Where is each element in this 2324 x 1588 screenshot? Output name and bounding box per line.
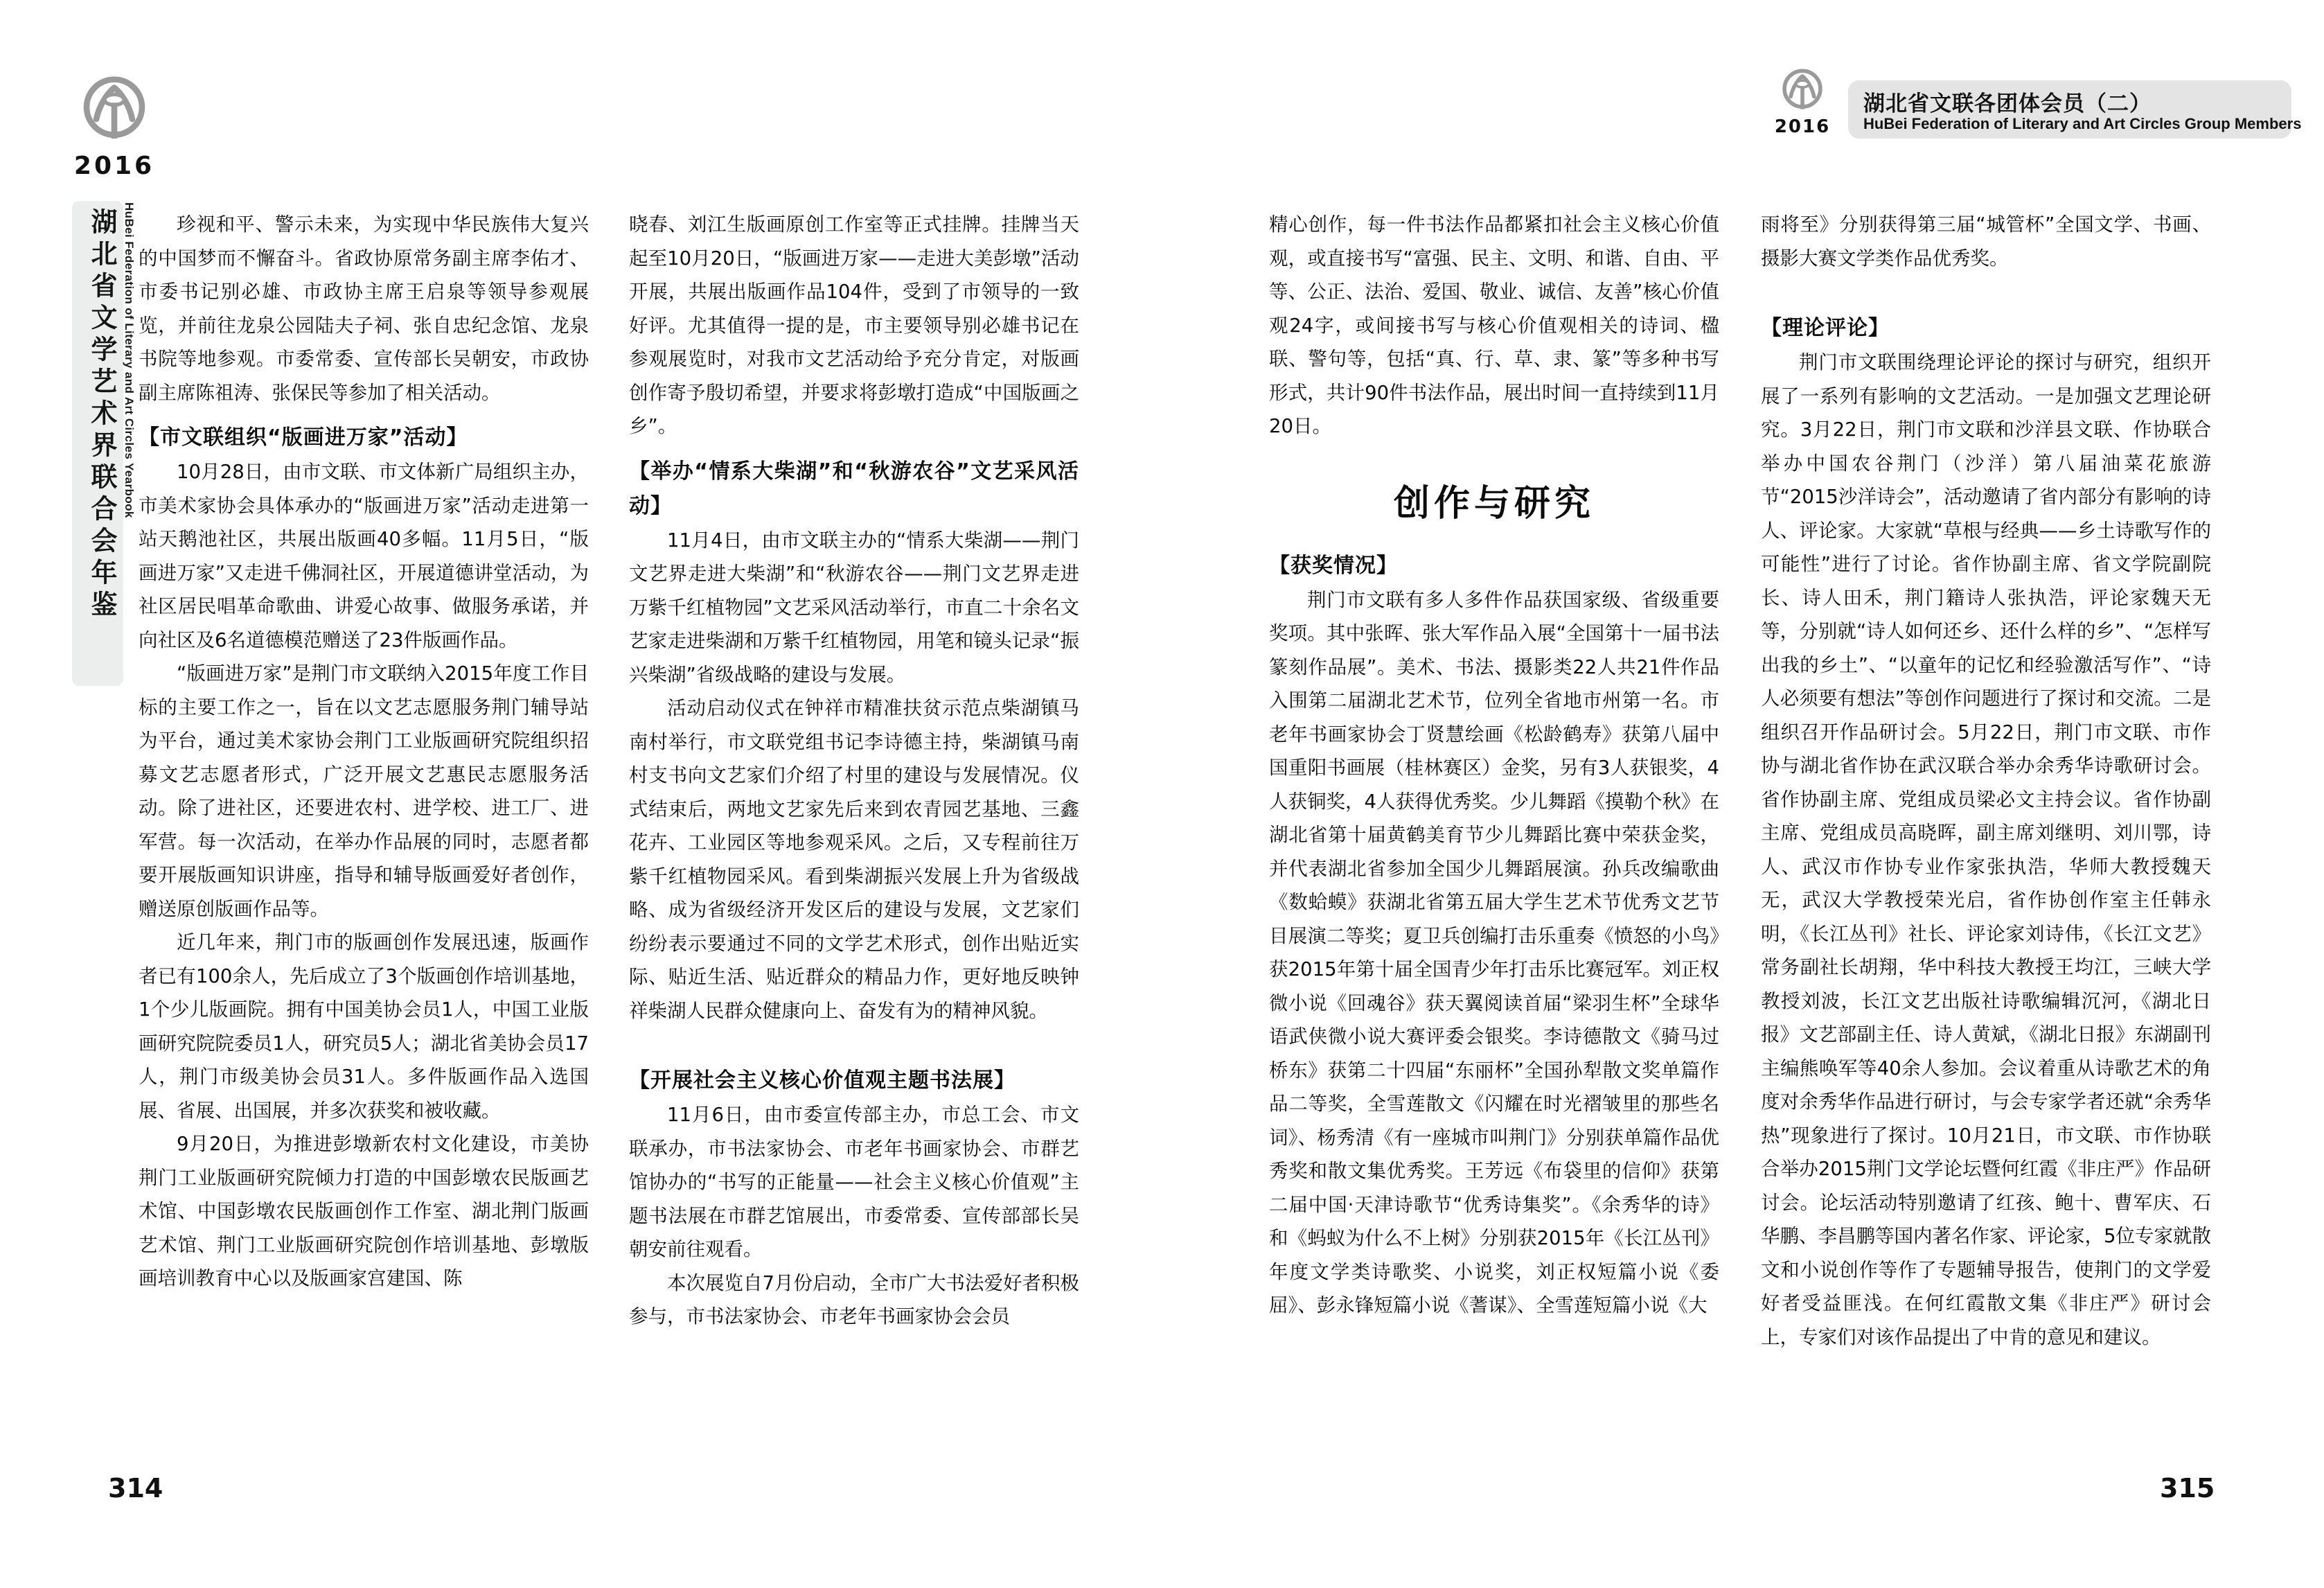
paragraph: 珍视和平、警示未来，为实现中华民族伟大复兴的中国梦而不懈奋斗。省政协原常务副主席李佑才、市委书记别必雄、市政协主席王启泉等领导参观展览，并前往龙泉公园陆夫子祠、张自忠纪念馆、龙泉书院等地参观。市委常委、宣传部长吴朝安，市政协副主席陈祖涛、张保民等参加了相关活动。	[139, 213, 589, 404]
spine-title-en: HuBei Federation of Literary and Art Circles Yearbook	[123, 202, 136, 518]
federation-emblem-icon	[77, 73, 152, 148]
paragraph: 11月6日，由市委宣传部主办，市总工会、市文联承办，市书法家协会、市老年书画家协会、市群艺馆协办的“书写的正能量——社会主义核心价值观”主题书法展在市群艺馆展出，市委常委、宣传部部长吴朝安前往观看。	[629, 1104, 1079, 1260]
header-title-cn: 湖北省文联各团体会员（二）	[1863, 91, 2152, 116]
logo-year-label: 2016	[73, 152, 155, 180]
section-heading: 【理论评论】	[1761, 316, 1890, 340]
header-logo-block	[1771, 67, 1834, 137]
page-number-right: 315	[2160, 1473, 2215, 1503]
spine-title-cn: 湖北省文学艺术界联合会年鉴	[87, 208, 117, 622]
paragraph: 10月28日，由市文联、市文体新广局组织主办，市美术家协会具体承办的“版画进万家”活动走进第一站天鹅池社区，共展出版画40多幅。11月5日，“版画进万家”又走进千佛洞社区，开展道德讲堂活动，为社区居民唱革命歌曲、讲爱心故事、做服务承诺，并向社区及6名道德模范赠送了23件版画作品。	[139, 461, 589, 651]
section-heading: 【获奖情况】	[1269, 553, 1398, 578]
paragraph: “版画进万家”是荆门市文联纳入2015年度工作目标的主要工作之一，旨在以文艺志愿服务荆门辅导站为平台，通过美术家协会荆门工业版画研究院组织招募文艺志愿者形式，广泛开展文艺惠民志愿服务活动。除了进社区，还要进农村、进学校、进工厂、进军营。每一次活动，在举办作品展的同时，志愿者都要开展版画知识讲座，指导和辅导版画爱好者创作，赠送原创版画作品等。	[139, 662, 589, 920]
yearbook-logo-block	[66, 73, 163, 180]
paragraph: 晓春、刘江生版画原创工作室等正式挂牌。挂牌当天起至10月20日，“版画进万家——走进大美彭墩”活动开展，共展出版画作品104件，受到了市领导的一致好评。尤其值得一提的是，市主要领导别必雄书记在参观展览时，对我市文艺活动给予充分肯定，对版画创作寄予殷切希望，并要求将彭墩打造成“中国版画之乡”。	[629, 213, 1079, 437]
paragraph: 11月4日，由市文联主办的“情系大柴湖——荆门文艺界走进大柴湖”和“秋游农谷——荆门文艺界走进万紫千红植物园”文艺采风活动举行，市直二十余名文艺家走进柴湖和万紫千红植物园，用笔和镜头记录“振兴柴湖”省级战略的建设与发展。	[629, 529, 1079, 686]
paragraph: 本次展览自7月份启动，全市广大书法爱好者积极参与，市书法家协会、市老年书画家协会会员	[629, 1271, 1079, 1327]
paragraph: 近几年来，荆门市的版画创作发展迅速，版画作者已有100余人，先后成立了3个版画创作培训基地，1个少儿版画院。拥有中国美协会员1人，中国工业版画研究院院委员1人，研究员5人；湖北省美协会员17人，荆门市级美协会员31人。多件版画作品入选国展、省展、出国展，并多次获奖和被收藏。	[139, 931, 589, 1122]
paragraph: 荆门市文联有多人多件作品获国家级、省级重要奖项。其中张晖、张大军作品入展“全国第十一届书法篆刻作品展”。美术、书法、摄影类22人共21件作品入围第二届湖北艺术节，位列全省地市州第一名。市老年书画家协会丁贤慧绘画《松龄鹤寿》获第八届中国重阳书画展（桂林赛区）金奖，另有3人获银奖，4人获铜奖，4人获得优秀奖。少儿舞蹈《摸勒个秋》在湖北省第十届黄鹤美育节少儿舞蹈比赛中荣获金奖，并代表湖北省参加全国少儿舞蹈展演。孙兵改编歌曲《数蛤蟆》获湖北省第五届大学生艺术节优秀文艺节目展演二等奖；夏卫兵创编打击乐重奏《愤怒的小鸟》获2015年第十届全国青少年打击乐比赛冠军。刘正权微小说《回魂谷》获天翼阅读首届“梁羽生杯”全球华语武侠微小说大赛评委会银奖。李诗德散文《骑马过桥东》获第二十四届“东丽杯”全国孙犁散文奖单篇作品二等奖，全雪莲散文《闪耀在时光褶皱里的那些名词》、杨秀清《有一座城市叫荆门》分别获单篇作品优秀奖和散文集优秀奖。王芳远《布袋里的信仰》获第二届中国·天津诗歌节“优秀诗集奖”。《余秀华的诗》和《蚂蚁为什么不上树》分别获2015年《长江丛刊》年度文学类诗歌奖、小说奖，刘正权短篇小说《委屈》、彭永锋短篇小说《蓍谋》、全雪莲短篇小说《大	[1269, 588, 1719, 1316]
header-year-label: 2016	[1774, 116, 1831, 137]
section-heading: 【市文联组织“版画进万家”活动】	[139, 425, 468, 450]
text-column-4	[1761, 208, 2211, 1354]
text-column-3	[1269, 208, 1719, 1323]
section-heading: 【开展社会主义核心价值观主题书法展】	[629, 1068, 1015, 1093]
header-title-en: HuBei Federation of Literary and Art Circles Group Members	[1863, 115, 2302, 132]
major-section-title: 创作与研究	[1393, 482, 1595, 524]
paragraph-spacer	[1761, 275, 2211, 311]
text-column-2	[629, 208, 1079, 1334]
federation-emblem-icon	[1778, 67, 1827, 115]
paragraph-spacer	[629, 1027, 1079, 1064]
paragraph: 荆门市文联围绕理论评论的探讨与研究，组织开展了一系列有影响的文艺活动。一是加强文艺理论研究。3月22日，荆门市文联和沙洋县文联、作协联合举办中国农谷荆门（沙洋）第八届油菜花旅游节“2015沙洋诗会”，活动邀请了省内部分有影响的诗人、评论家。大家就“草根与经典——乡土诗歌写作的可能性”进行了讨论。省作协副主席、省文学院副院长、诗人田禾，荆门籍诗人张执浩，评论家魏天无等，分别就“诗人如何还乡、还什么样的乡”、“怎样写出我的乡土”、“以童年的记忆和经验激活写作”、“诗人必须要有想法”等创作问题进行了探讨和交流。二是组织召开作品研讨会。5月22日，荆门市文联、市作协与湖北省作协在武汉联合举办余秀华诗歌研讨会。省作协副主席、党组成员梁必文主持会议。省作协副主席、党组成员高晓晖，副主席刘继明、刘川鄂，诗人、武汉市作协专业作家张执浩，华师大教授魏天无，武汉大学教授荣光启，省作协创作室主任韩永明，《长江丛刊》社长、评论家刘诗伟，《长江文艺》常务副社长胡翔，华中科技大教授王均江，三峡大学教授刘波，长江文艺出版社诗歌编辑沉河，《湖北日报》文艺部副主任、诗人黄斌，《湖北日报》东湖副刊主编熊唤军等40余人参加。会议着重从诗歌艺术的角度对余秀华作品进行研讨，与会专家学者还就“余秀华热”现象进行了探讨。10月21日，市文联、市作协联合举办2015荆门文学论坛暨何红霞《非庄严》作品研讨会。论坛活动特别邀请了红孩、鲍十、曹军庆、石华鹏、李昌鹏等国内著名作家、评论家，5位专家就散文和小说创作等作了专题辅导报告，使荆门的文学爱好者受益匪浅。在何红霞散文集《非庄严》研讨会上，专家们对该作品提出了中肯的意见和建议。	[1761, 351, 2211, 1348]
paragraph: 9月20日，为推进彭墩新农村文化建设，市美协荆门工业版画研究院倾力打造的中国彭墩农民版画艺术馆、中国彭墩农民版画创作工作室、湖北荆门版画艺术馆、荆门工业版画研究院创作培训基地、彭墩版画培训教育中心以及版画家宫建国、陈	[139, 1133, 589, 1289]
paragraph: 雨将至》分别获得第三届“城管杯”全国文学、书画、摄影大赛文学类作品优秀奖。	[1761, 213, 2211, 270]
text-column-1	[139, 208, 589, 1296]
paragraph: 精心创作，每一件书法作品都紧扣社会主义核心价值观，或直接书写“富强、民主、文明、和谐、自由、平等、公正、法治、爱国、敬业、诚信、友善”核心价值观24字，或间接书写与核心价值观相关的诗词、楹联、警句等，包括“真、行、草、隶、篆”等多种书写形式，共计90件书法作品，展出时间一直持续到11月20日。	[1269, 213, 1719, 437]
page-number-left: 314	[108, 1473, 163, 1503]
paragraph: 活动启动仪式在钟祥市精准扶贫示范点柴湖镇马南村举行，市文联党组书记李诗德主持，柴湖镇马南村支书向文艺家们介绍了村里的建设与发展情况。仪式结束后，两地文艺家先后来到农青园艺基地、三鑫花卉、工业园区等地参观采风。之后，又专程前往万紫千红植物园采风。看到柴湖振兴发展上升为省级战略、成为省级经济开发区后的建设与发展，文艺家们纷纷表示要通过不同的文学艺术形式，创作出贴近实际、贴近生活、贴近群众的精品力作，更好地反映钟祥柴湖人民群众健康向上、奋发有为的精神风貌。	[629, 697, 1079, 1022]
section-heading: 【举办“情系大柴湖”和“秋游农谷”文艺采风活动】	[629, 459, 1079, 518]
